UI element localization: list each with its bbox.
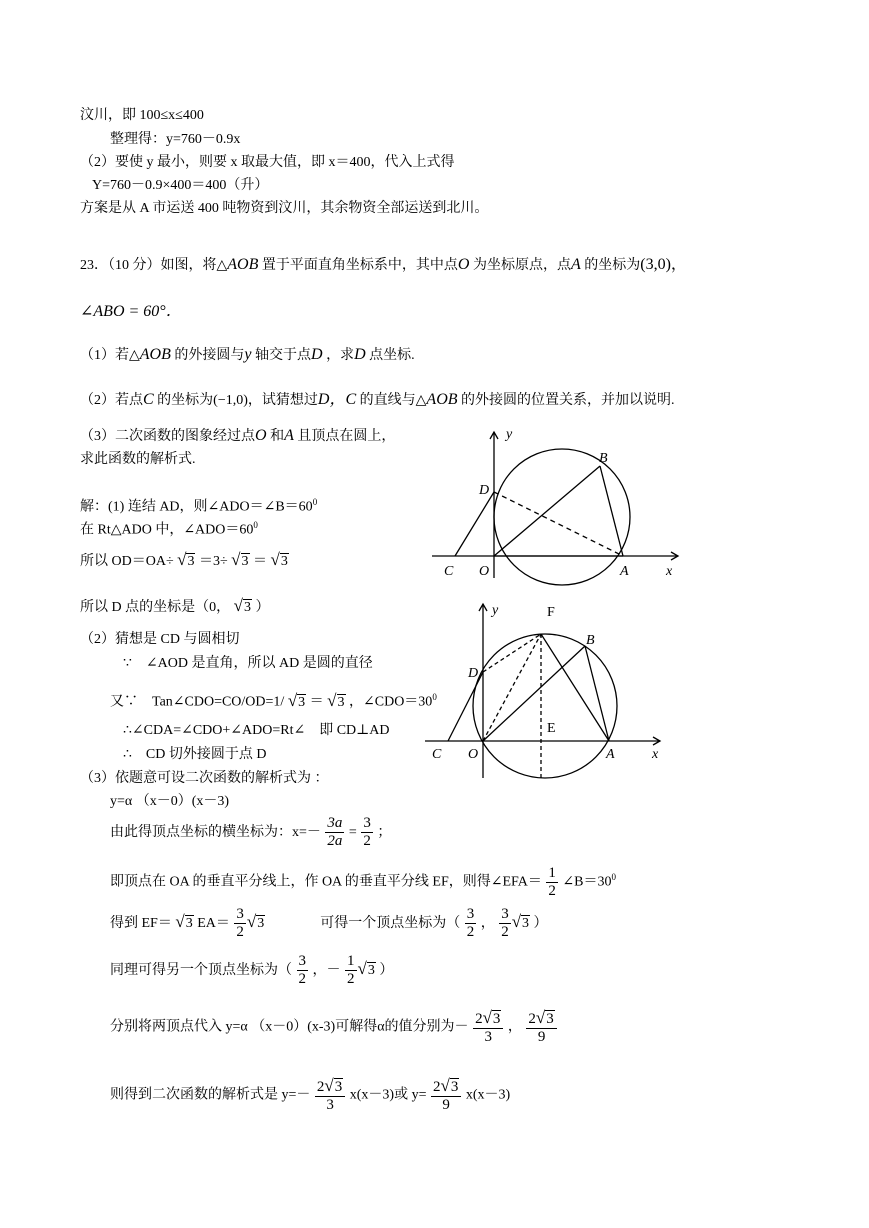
q-text: 的坐标为(−1,0)，试猜想过	[157, 393, 318, 408]
var: D	[354, 346, 366, 363]
label-y: y	[492, 603, 499, 618]
figure-1	[425, 422, 690, 587]
label-E: E	[547, 721, 556, 736]
angle-condition: ∠ABO = 60°．	[80, 303, 182, 320]
sol-line	[80, 493, 317, 517]
text-line: 方案是从 A 市运送 400 吨物资到汶川，其余物资全部运送到北川。	[80, 201, 489, 216]
sol-text: 分别将两顶点代入 y=α （x－0）(x-3)可解得α的值分别为－	[110, 1019, 469, 1035]
sol-line: （2）猜想是 CD 与圆相切	[80, 632, 240, 647]
label-x: x	[652, 747, 659, 762]
q-text: 点坐标.	[369, 348, 415, 363]
sol-line: ∵ ∠AOD 是直角，所以 AD 是圆的直径	[123, 656, 373, 671]
fraction: $\frac{3}{2}$	[298, 953, 306, 988]
sol-text: =	[348, 825, 357, 840]
fraction: $\frac{2√3}{9}$	[526, 1009, 556, 1046]
circumcircle	[473, 634, 617, 778]
label-F: F	[547, 605, 555, 620]
sol-line	[110, 1009, 558, 1046]
sol-text: 即顶点在 OA 的垂直平分线上，作 OA 的垂直平分线 EF，则得∠EFA＝	[110, 874, 542, 890]
sol-text: ）	[379, 963, 394, 978]
sol-line: （3）依题意可设二次函数的解析式为 ：	[80, 771, 329, 786]
sol-line	[110, 859, 616, 901]
sol-text: ）	[533, 916, 548, 931]
fraction: $\frac{3}{2}$	[236, 906, 244, 941]
sol-text: 由此得顶点坐标的横坐标为：x=－	[110, 825, 321, 840]
part-1	[80, 346, 415, 365]
q-text: 为坐标原点，点	[472, 258, 571, 273]
q-text: 且顶点在圆上，	[297, 429, 396, 444]
sol-text: ＝3÷	[198, 554, 228, 569]
degree: 0	[432, 692, 437, 702]
sol-text: 可得一个顶点坐标为（	[320, 916, 461, 931]
sqrt: √3	[270, 550, 288, 569]
var: A	[570, 256, 581, 273]
sol-line	[110, 951, 393, 989]
fraction: $\frac{3}{2}$	[466, 906, 475, 941]
var: A	[284, 427, 294, 444]
q-text: 23．（10 分）如图，将△	[80, 258, 228, 273]
var: D，C	[317, 391, 357, 408]
label-O: O	[468, 747, 479, 762]
q-text: 置于平面直角坐标系中，其中点	[261, 258, 458, 273]
segment-BA	[600, 466, 623, 556]
sol-text: 则得到二次函数的解析式是 y=－	[110, 1087, 311, 1103]
fraction: $\frac{3}{2}$	[501, 906, 509, 941]
q-text: (3,0)，	[640, 256, 687, 273]
sol-text: 在 Rt△ADO 中，∠ADO＝60	[80, 522, 254, 538]
fraction: $\frac{2√3}{3}$	[315, 1077, 345, 1114]
sqrt: √3	[177, 550, 195, 569]
segment-OB	[494, 466, 600, 556]
text-line: 整理得：y=760－0.9x	[110, 132, 241, 147]
part-2	[80, 391, 675, 410]
question-23-line	[80, 256, 687, 275]
q-text: 的外接圆与	[174, 348, 245, 363]
sqrt: √3	[233, 596, 251, 615]
label-x: x	[666, 564, 673, 579]
var: O	[255, 427, 267, 444]
sol-text: x(x－3)或 y=	[349, 1087, 427, 1103]
sol-text: ∠B＝30	[562, 874, 612, 890]
fraction: $\frac{2√3}{3}$	[473, 1009, 503, 1046]
sqrt: √3	[246, 912, 265, 931]
q-text: 和	[270, 429, 285, 444]
q-text: 的直线与△	[359, 393, 427, 408]
sol-text: ，∠CDO＝30	[349, 694, 433, 710]
sol-line	[110, 815, 391, 851]
q-text: 的外接圆的位置关系，并加以说明.	[461, 393, 675, 408]
sol-text: ，－	[312, 963, 341, 978]
sol-text: ＝	[309, 694, 324, 710]
label-D: D	[479, 483, 490, 498]
text-line: （2）要使 y 最小，则要 x 取最大值，即 x＝400，代入上式得	[80, 155, 455, 170]
part-3-cont: 求此函数的解析式.	[80, 452, 196, 467]
sol-text: ＝	[253, 554, 267, 569]
fraction: $\frac{1}{2}$	[548, 864, 556, 899]
sol-text: 解：(1) 连结 AD，则∠ADO＝∠B＝60	[80, 499, 313, 515]
sol-line: ∴∠CDA=∠CDO+∠ADO=Rt∠ 即 CD⊥AD	[123, 723, 390, 738]
sol-line	[110, 688, 437, 712]
q-text: ，求	[326, 348, 355, 363]
sol-line	[80, 597, 269, 617]
sol-text: 所以 OD＝OA÷	[80, 554, 174, 569]
sol-line	[80, 551, 289, 571]
sol-text: ，	[507, 1019, 522, 1035]
text-line: Y=760－0.9×400＝400（升）	[92, 178, 269, 193]
part-3	[80, 427, 395, 446]
fraction: $\frac{2√3}{9}$	[431, 1077, 461, 1114]
degree: 0	[253, 520, 258, 530]
fraction: $\frac{1}{2}$	[347, 953, 355, 988]
var: O	[457, 256, 470, 273]
fraction: $\frac{3}{2}$	[363, 815, 371, 850]
var: D	[311, 346, 323, 363]
var: AOB	[139, 346, 171, 363]
sol-text: 同理可得另一个顶点坐标为（	[110, 963, 292, 978]
label-A: A	[620, 564, 629, 579]
degree: 0	[312, 497, 318, 507]
circumcircle	[494, 449, 630, 585]
sol-text: x(x－3)	[465, 1087, 511, 1103]
var: C	[143, 391, 154, 408]
q-text: （3）二次函数的图象经过点	[80, 429, 255, 444]
label-C: C	[444, 564, 454, 579]
sol-line: ∴ CD 切外接圆于点 D	[123, 747, 267, 762]
label-B: B	[586, 633, 595, 648]
sol-line	[110, 904, 548, 942]
label-D: D	[468, 666, 479, 681]
label-O: O	[479, 564, 490, 579]
text-line: 汶川，即 100≤x≤400	[80, 108, 204, 123]
segment-OF	[483, 634, 541, 741]
sqrt: √3	[231, 550, 249, 569]
sol-text: ；	[377, 825, 392, 840]
var: AOB	[227, 256, 259, 273]
q-text: 轴交于点	[255, 348, 311, 363]
sol-line	[110, 1077, 510, 1114]
figure-2	[425, 600, 670, 785]
degree: 0	[611, 872, 616, 882]
q-text: （2）若点	[80, 393, 143, 408]
sol-line: y=α （x－0）(x－3)	[110, 794, 230, 809]
segment-CD	[455, 492, 494, 556]
sol-text: 所以 D 点的坐标是（0，	[80, 600, 231, 615]
sol-text: 又∵ Tan∠CDO=CO/OD=1/	[110, 694, 285, 710]
sol-text: ）	[255, 600, 270, 615]
sqrt: √3	[327, 690, 345, 710]
label-C: C	[432, 747, 442, 762]
q-text: （1）若△	[80, 348, 140, 363]
sol-text: EA＝	[197, 916, 230, 931]
var: AOB	[426, 391, 458, 408]
segment-DF	[483, 634, 541, 672]
sqrt: √3	[357, 959, 375, 978]
sol-text: ，	[480, 916, 495, 931]
var: y	[244, 346, 252, 363]
label-y: y	[506, 427, 513, 442]
sqrt: √3	[511, 912, 530, 931]
segment-BA	[585, 646, 609, 741]
sol-line	[80, 516, 258, 540]
label-B: B	[599, 451, 608, 466]
segment-OB	[483, 646, 585, 741]
sqrt: √3	[175, 912, 193, 931]
sol-text: 得到 EF＝	[110, 916, 172, 931]
q-text: 的坐标为	[584, 258, 641, 273]
label-A: A	[606, 747, 615, 762]
sqrt: √3	[287, 690, 306, 710]
fraction: $\frac{3a}{2a}$	[327, 815, 343, 850]
